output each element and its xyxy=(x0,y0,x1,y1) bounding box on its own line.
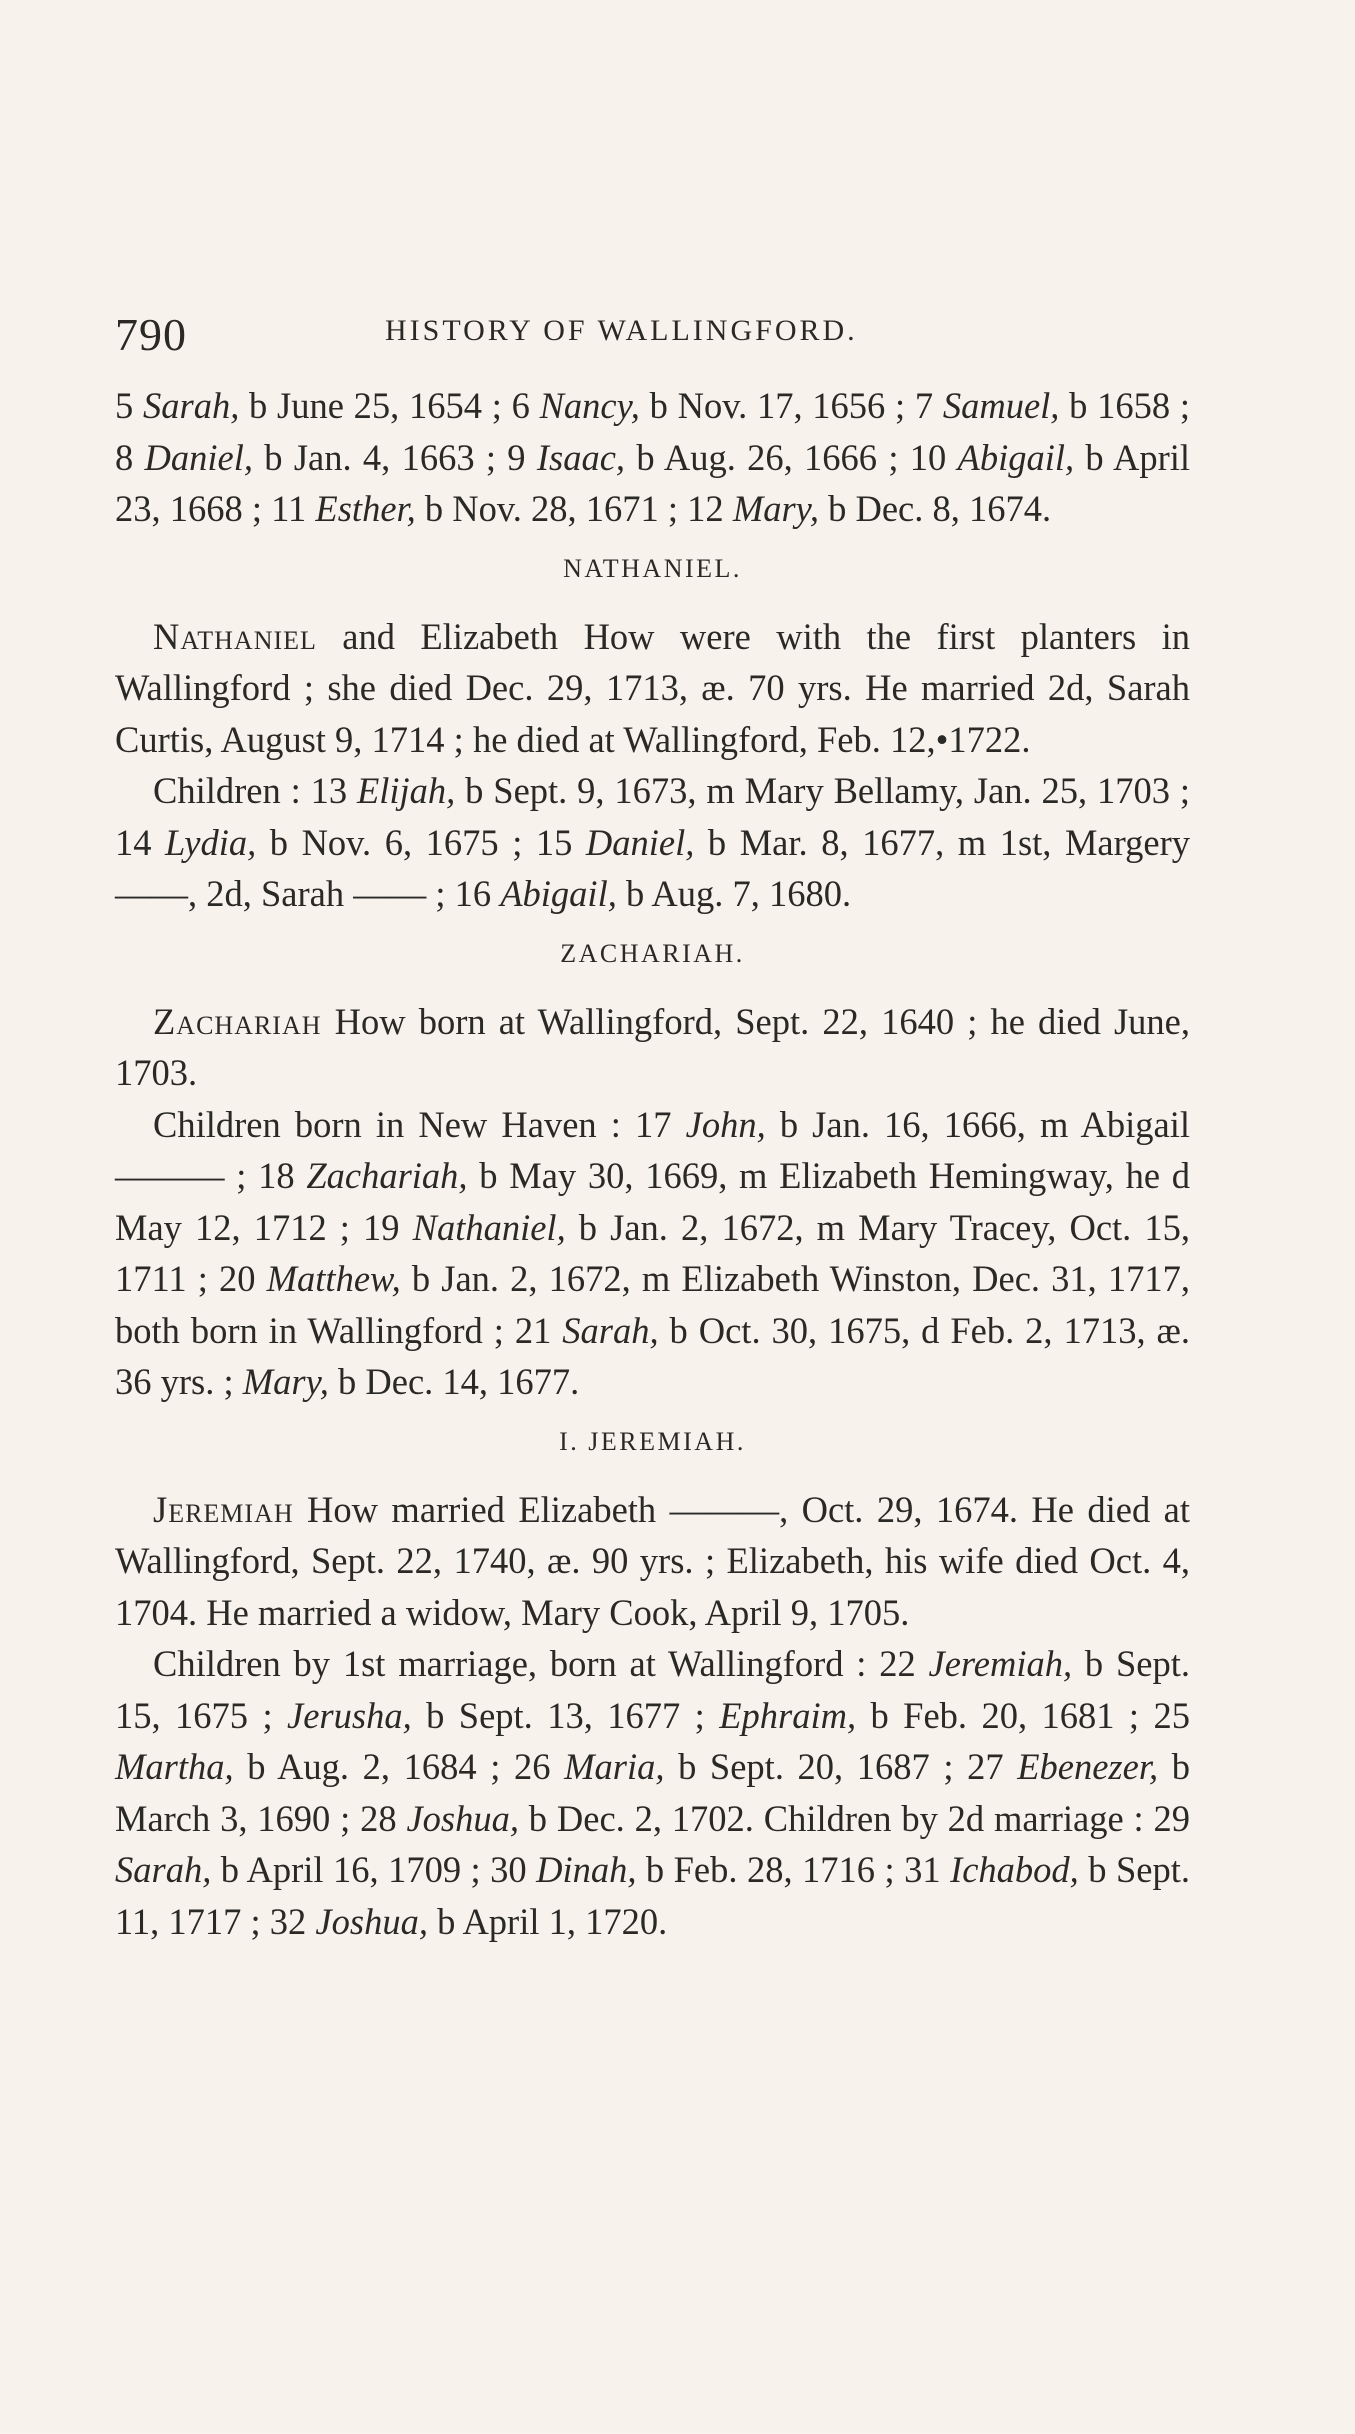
page-number: 790 xyxy=(115,309,187,360)
section-heading-jeremiah: I. JEREMIAH. xyxy=(559,1426,746,1456)
paragraph-opening-children: 5 Sarah, b June 25, 1654 ; 6 Nancy, b Nov. 17, 1656 ; 7 Samuel, b 1658 ; 8 Daniel, b Jan. 4, 1663 ; 9 Isaac, b Aug. 26, 1666 ; 10 Abigail, b April 23, 1668 ; 11 Esther, b Nov. 28, 1671 ; 12 Mary, b Dec. 8, 1674. xyxy=(115,385,1190,529)
book-page xyxy=(115,300,1190,1947)
section-heading-nathaniel: NATHANIEL. xyxy=(563,553,742,583)
paragraph-jeremiah-children: Children by 1st marriage, born at Wallingford : 22 Jeremiah, b Sept. 15, 1675 ; Jerusha, b Sept. 13, 1677 ; Ephraim, b Feb. 20, 1681 ; 25 Martha, b Aug. 2, 1684 ; 26 Maria, b Sept. 20, 1687 ; 27 Ebenezer, b March 3, 1690 ; 28 Joshua, b Dec. 2, 1702. Children by 2d marriage : 29 Sarah, b April 16, 1709 ; 30 Dinah, b Feb. 28, 1716 ; 31 Ichabod, b Sept. 11, 1717 ; 32 Joshua, b April 1, 1720. xyxy=(115,1643,1190,1942)
paragraph-zachariah-children: Children born in New Haven : 17 John, b Jan. 16, 1666, m Abigail ——— ; 18 Zachariah, b May 30, 1669, m Elizabeth Hemingway, he d May 12, 1712 ; 19 Nathaniel, b Jan. 2, 1672, m Mary Tracey, Oct. 15, 1711 ; 20 Matthew, b Jan. 2, 1672, m Elizabeth Winston, Dec. 31, 1717, both born in Wallingford ; 21 Sarah, b Oct. 30, 1675, d Feb. 2, 1713, æ. 36 yrs. ; Mary, b Dec. 14, 1677. xyxy=(115,1103,1191,1402)
section-heading-zachariah: ZACHARIAH. xyxy=(560,938,745,968)
page-title: HISTORY OF WALLINGFORD. xyxy=(385,314,858,347)
paragraph-jeremiah-bio: Jeremiah How married Elizabeth ———, Oct. 29, 1674. He died at Wallingford, Sept. 22, 1740, æ. 90 yrs. ; Elizabeth, his wife died Oct. 4, 1704. He married a widow, Mary Cook, April 9, 1705. xyxy=(115,1488,1190,1633)
paragraph-nathaniel-bio: Nathaniel and Elizabeth How were with the first planters in Wallingford ; she died Dec. 29, 1713, æ. 70 yrs. He married 2d, Sarah Curtis, August 9, 1714 ; he died at Wallingford, Feb. 12,•1722. xyxy=(115,615,1190,760)
paragraph-nathaniel-children: Children : 13 Elijah, b Sept. 9, 1673, m Mary Bellamy, Jan. 25, 1703 ; 14 Lydia, b Nov. 6, 1675 ; 15 Daniel, b Mar. 8, 1677, m 1st, Margery ——, 2d, Sarah —— ; 16 Abigail, b Aug. 7, 1680. xyxy=(115,770,1191,914)
running-head xyxy=(115,300,1190,380)
paragraph-zachariah-bio: Zachariah How born at Wallingford, Sept. 22, 1640 ; he died June, 1703. xyxy=(115,1000,1190,1093)
